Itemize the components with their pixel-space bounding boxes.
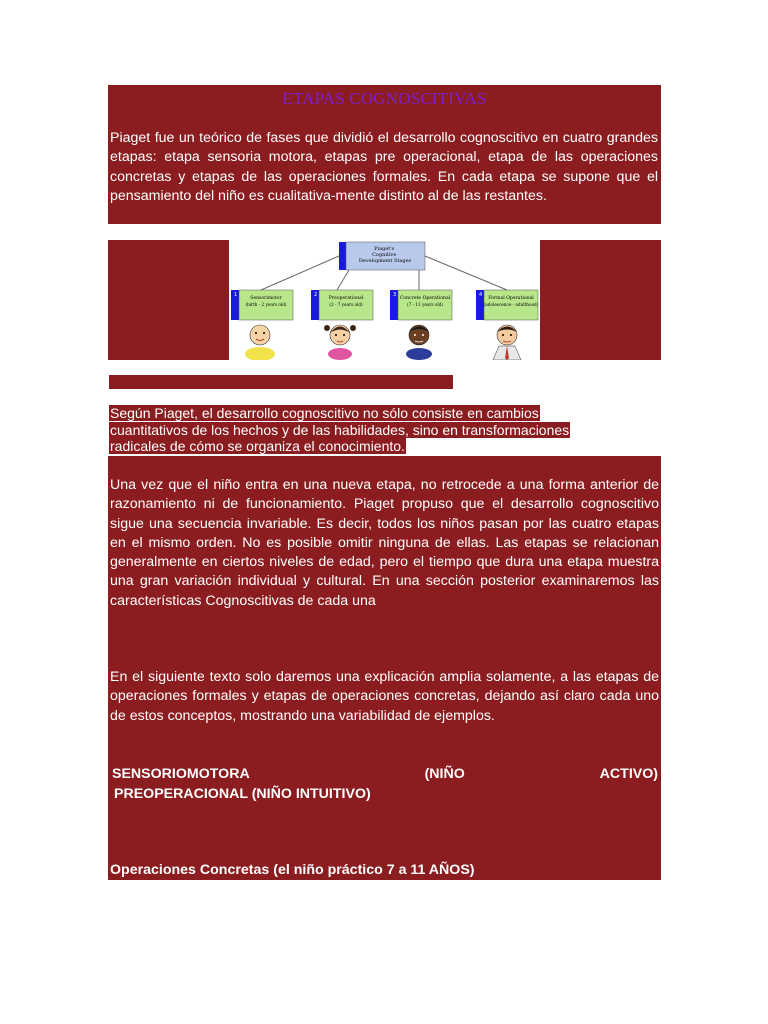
main-section: [108, 456, 661, 880]
quote-line-2: cuantitativos de los hechos y de las habilidades, sino en transformaciones: [110, 421, 570, 438]
diagram-root-label: Piaget's Cognitive Development Stages: [358, 246, 412, 264]
heading-sensorio-right: ACTIVO): [599, 766, 658, 782]
paragraph-etapas: Una vez que el niño entra en una nueva etapa, no retrocede a una forma anterior de razonamiento ni de funcionamiento. Piaget propuso que el desarrollo cognoscitivo sigue una secuencia invariable. Es decir, todos los niños pasan por las cuatro etapas en el mismo orden. No es posible omitir ninguna de ellas. Las etapas se relacionan generalmente en ciertos niveles de edad, pero el tiempo que dura una etapa muestra una gran variación individual y cultural. En una sección posterior examinaremos las características Cognoscitivas de cada una: [110, 477, 659, 609]
child-face-3: [406, 325, 432, 360]
stage-age-3: (7 - 11 years old): [406, 302, 444, 307]
heading-sensorio-left: SENSORIOMOTORA: [112, 766, 250, 782]
heading-preoperacional: PREOPERACIONAL (NIÑO INTUITIVO): [114, 786, 371, 802]
diagram-stage-node-4: [476, 290, 539, 320]
stage-number-3: 3: [393, 292, 397, 298]
diagram-stage-node-2: [311, 290, 373, 320]
quote-block: [109, 405, 570, 455]
stage-age-4: (adolescence - adulthood): [483, 302, 539, 307]
diagram-stage-node-3: [390, 290, 452, 320]
stages-diagram: [229, 240, 540, 360]
left-maroon-block: [108, 240, 229, 360]
stage-name-4: Formal Operational: [488, 296, 534, 301]
right-maroon-block: [540, 240, 661, 360]
paragraph-explicacion: En el siguiente texto solo daremos una explicación amplia solamente, a las etapas de operaciones formales y etapas de operaciones concretas, dejando así claro cada uno de estos conceptos, mostrando una variabilidad de ejemplos.: [110, 669, 659, 724]
heading-sensorio-mid: (NIÑO: [424, 766, 465, 782]
quote-line-3: radicales de cómo se organiza el conocimiento.: [110, 438, 405, 454]
child-face-4: [493, 325, 521, 360]
stage-number-4: 4: [479, 292, 483, 298]
diagram-stage-node-1: [231, 290, 293, 320]
page-title: ETAPAS COGNOSCITIVAS: [282, 89, 487, 108]
intro-paragraph: Piaget fue un teórico de fases que dividió el desarrollo cognoscitivo en cuatro grandes etapas: etapa sensoria motora, etapas pre operacional, etapa de las operaciones concretas y etapas de las operaciones formales. En cada etapa se supone que el pensamiento del niño es cualitativa-mente distinto al de las restantes.: [110, 130, 658, 204]
stage-name-2: Preoperational: [328, 296, 364, 301]
stage-number-2: 2: [314, 292, 318, 298]
separator-bar: [109, 375, 453, 389]
child-face-1: [245, 325, 275, 360]
stage-name-1: Sensorimotor: [250, 296, 282, 301]
child-face-2: [324, 325, 356, 360]
stage-age-1: (birth - 2 years old): [245, 302, 287, 307]
stage-name-3: Concrete Operational: [399, 296, 451, 301]
intro-section: [108, 85, 661, 224]
stages-diagram-svg: [229, 240, 540, 360]
stage-age-2: (2 - 7 years old): [329, 302, 363, 307]
heading-operaciones-concretas: Operaciones Concretas (el niño práctico 7 a 11 AÑOS): [110, 862, 475, 878]
diagram-root-node: [339, 242, 425, 270]
stage-number-1: 1: [234, 292, 238, 298]
heading-sensoriomotora: [112, 766, 658, 782]
quote-line-1: Según Piaget, el desarrollo cognoscitivo no sólo consiste en cambios: [110, 405, 539, 421]
